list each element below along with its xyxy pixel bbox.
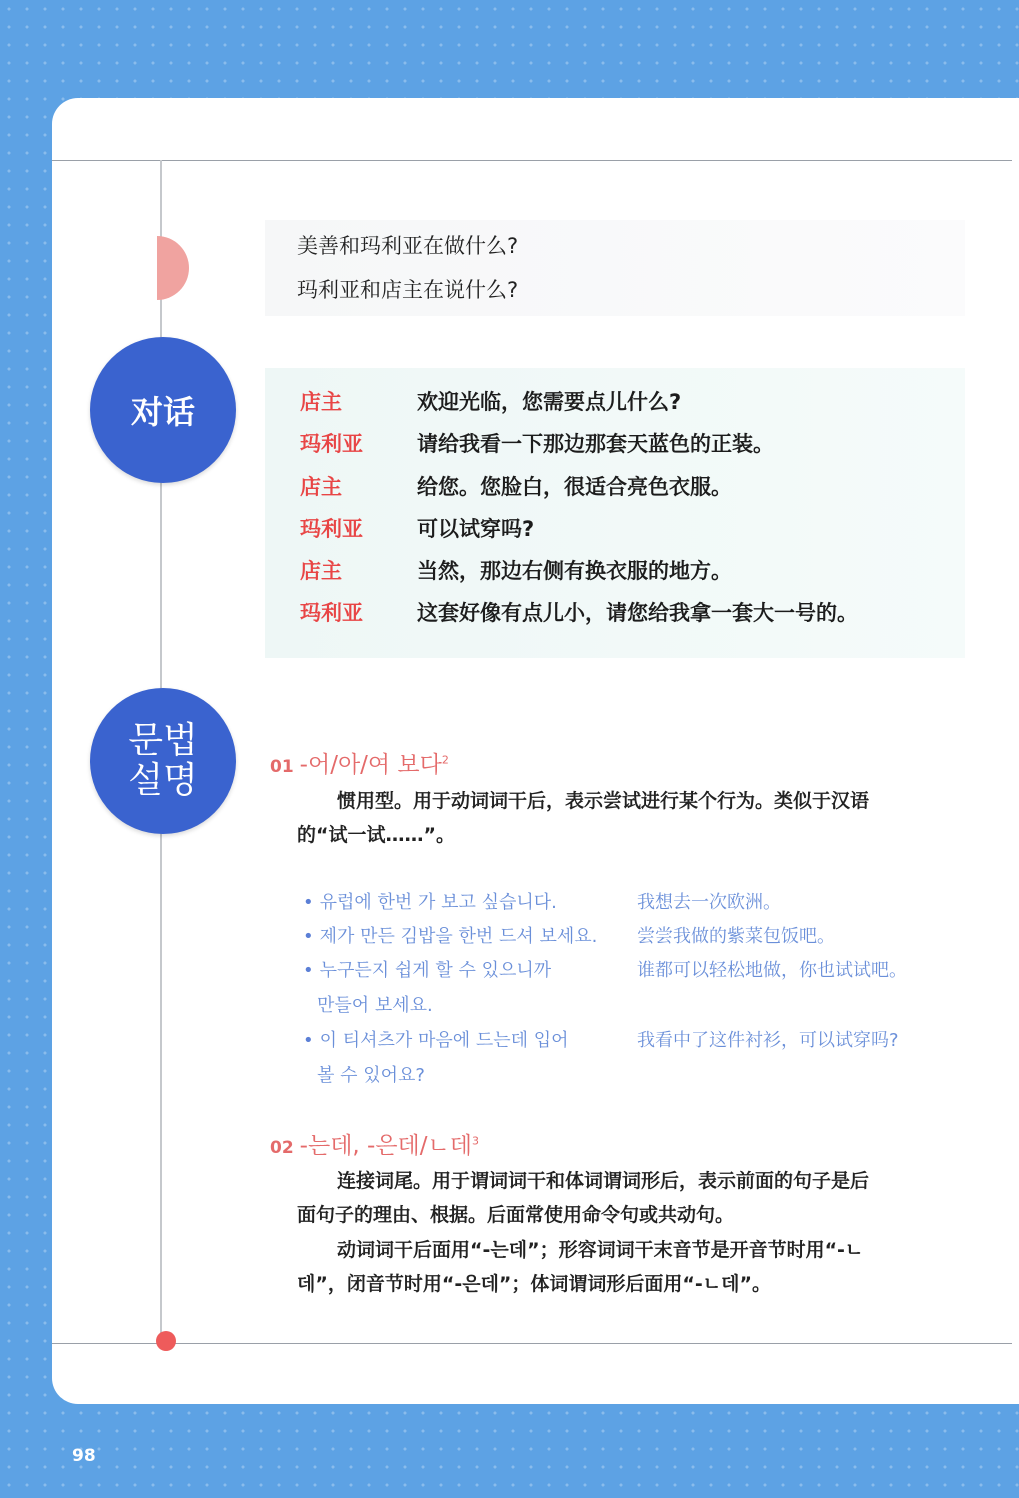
grammar-title: -어/아/여 보다 bbox=[299, 752, 442, 778]
bullet-icon: • bbox=[303, 926, 314, 947]
bullet-icon: • bbox=[303, 960, 314, 981]
grammar-title: -는데, -은데/ㄴ데 bbox=[299, 1133, 472, 1159]
grammar-number: 01 bbox=[270, 757, 294, 777]
top-rule bbox=[52, 160, 1012, 161]
example-korean: • 이 티셔츠가 마음에 드는데 입어 bbox=[303, 1030, 569, 1051]
grammar-explanation: 惯用型。用于动词词干后，表示尝试进行某个行为。类似于汉语 bbox=[337, 790, 870, 812]
footnote-mark: 2 bbox=[441, 753, 449, 767]
dialogue-text: 给您。您脸白，很适合亮色衣服。 bbox=[417, 475, 732, 499]
grammar-heading-1 bbox=[270, 746, 449, 779]
footnote-mark: 3 bbox=[471, 1134, 479, 1148]
dialogue-text: 当然，那边右侧有换衣服的地方。 bbox=[417, 559, 732, 583]
grammar-number: 02 bbox=[270, 1138, 294, 1158]
example-chinese: 尝尝我做的紫菜包饭吧。 bbox=[637, 926, 835, 947]
dialogue-speaker: 店主 bbox=[300, 559, 342, 583]
example-chinese: 谁都可以轻松地做，你也试试吧。 bbox=[637, 960, 907, 981]
bullet-icon: • bbox=[303, 1030, 314, 1051]
section-grammar-badge: 문법 설명 bbox=[90, 688, 236, 834]
dialogue-speaker: 玛利亚 bbox=[300, 601, 363, 625]
grammar-explanation-cont: 的“试一试……”。 bbox=[297, 824, 455, 846]
section-dialogue-badge: 对话 bbox=[90, 337, 236, 483]
question-2: 玛利亚和店主在说什么? bbox=[297, 278, 519, 302]
grammar-heading-2 bbox=[270, 1127, 479, 1160]
question-1: 美善和玛利亚在做什么? bbox=[297, 234, 519, 258]
grammar-explanation: 动词词干后面用“-는데”；形容词词干末音节是开音节时用“-ㄴ bbox=[337, 1239, 864, 1261]
example-chinese: 我看中了这件衬衫，可以试穿吗? bbox=[637, 1030, 899, 1051]
dialogue-speaker: 玛利亚 bbox=[300, 432, 363, 456]
dialogue-speaker: 店主 bbox=[300, 475, 342, 499]
bullet-icon: • bbox=[303, 892, 314, 913]
grammar-explanation-cont: 面句子的理由、根据。后面常使用命令句或共动句。 bbox=[297, 1204, 735, 1226]
dialogue-text: 这套好像有点儿小，请您给我拿一套大一号的。 bbox=[417, 601, 858, 625]
bottom-rule bbox=[52, 1343, 1012, 1344]
dialogue-speaker: 玛利亚 bbox=[300, 517, 363, 541]
example-korean-cont: 만들어 보세요. bbox=[317, 995, 433, 1016]
example-korean-cont: 볼 수 있어요? bbox=[317, 1065, 425, 1086]
dialogue-text: 请给我看一下那边那套天蓝色的正装。 bbox=[417, 432, 774, 456]
grammar-explanation-cont: 데”，闭音节时用“-은데”；体词谓词形后面用“-ㄴ데”。 bbox=[297, 1273, 771, 1295]
example-korean: • 제가 만든 김밥을 한번 드셔 보세요. bbox=[303, 926, 598, 947]
timeline-dot-bottom bbox=[156, 1331, 176, 1351]
dialogue-speaker: 店主 bbox=[300, 390, 342, 414]
grammar-explanation: 连接词尾。用于谓词词干和体词谓词形后，表示前面的句子是后 bbox=[337, 1170, 870, 1192]
example-korean: • 누구든지 쉽게 할 수 있으니까 bbox=[303, 960, 552, 981]
example-korean: • 유럽에 한번 가 보고 싶습니다. bbox=[303, 892, 557, 913]
dialogue-text: 欢迎光临，您需要点儿什么? bbox=[417, 390, 682, 414]
example-chinese: 我想去一次欧洲。 bbox=[637, 892, 781, 913]
page-number: 98 bbox=[72, 1446, 96, 1466]
dialogue-text: 可以试穿吗? bbox=[417, 517, 535, 541]
